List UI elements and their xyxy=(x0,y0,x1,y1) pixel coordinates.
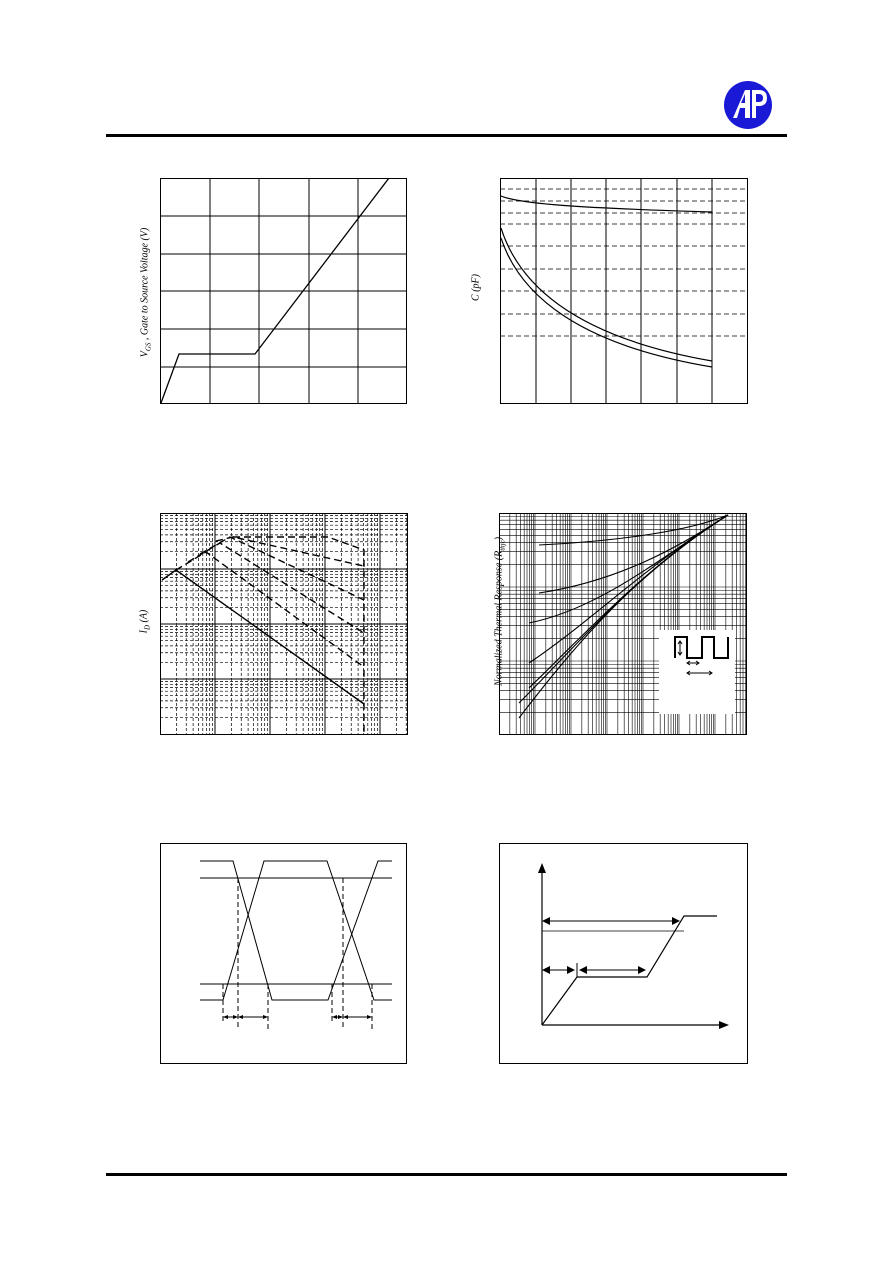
gate-charge-chart xyxy=(160,178,408,411)
thermal-response-chart xyxy=(499,513,749,743)
footer-rule xyxy=(106,1173,787,1176)
company-logo-icon xyxy=(723,80,773,130)
switching-waveform-diagram xyxy=(160,843,410,1073)
thermal-response-ylabel: Normalized Thermal Response $(R_{thjc})$ xyxy=(493,536,507,687)
gate-charge-ylabel: $V_{GS}$ , Gate to Source Voltage (V) xyxy=(139,227,153,358)
header-rule xyxy=(106,134,787,137)
capacitance-ylabel: C (pF) xyxy=(470,274,482,301)
soa-ylabel: $I_D$ (A) xyxy=(138,609,152,634)
safe-operating-area-chart xyxy=(160,513,410,743)
capacitance-chart xyxy=(500,178,750,411)
gate-charge-waveform-diagram xyxy=(499,843,749,1073)
